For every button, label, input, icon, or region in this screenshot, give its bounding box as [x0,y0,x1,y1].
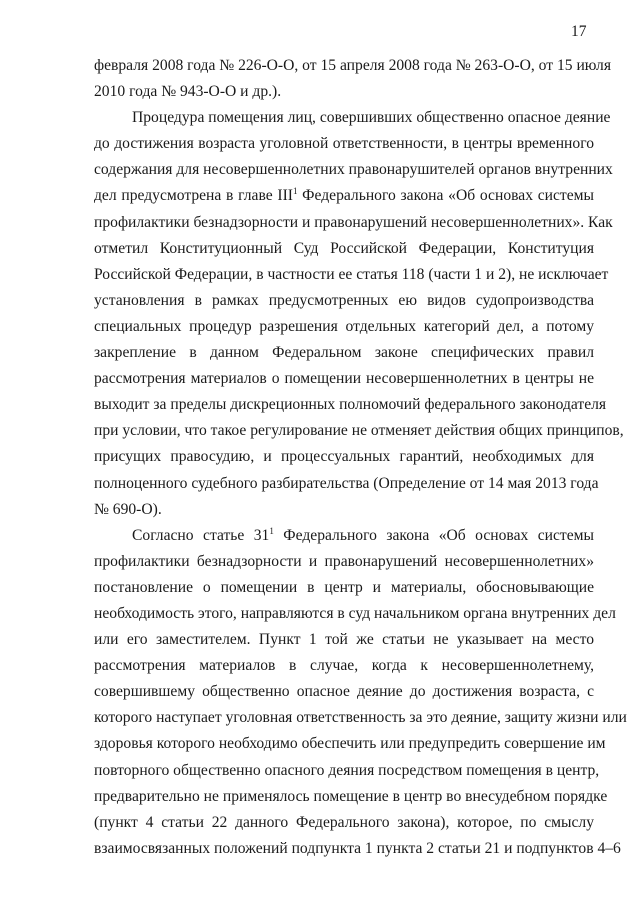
text-line: отметил Конституционный Суд Российской Федерации, Конституция [94,239,594,257]
text-line: взаимосвязанных положений подпункта 1 пункта 2 статьи 21 и подпунктов 4–6 [94,839,621,857]
text-line: специальных процедур разрешения отдельных категорий дел, а потому [94,317,594,335]
text-line: совершившему общественно опасное деяние до достижения возраста, с [94,683,594,701]
text-line: или его заместителем. Пункт 1 той же статьи не указывает на место [94,631,594,649]
text-line: полноценного судебного разбирательства (Определение от 14 мая 2013 года [94,474,599,492]
text-line: до достижения возраста уголовной ответственности, в центры временного [94,135,594,153]
text-line: № 690-О). [94,500,162,518]
text-line: предварительно не применялось помещение в центр во внесудебном порядке [94,787,608,805]
text-line: рассмотрения материалов в случае, когда к несовершеннолетнему, [94,657,594,675]
text-line: повторного общественно опасного деяния посредством помещения в центр, [94,761,600,779]
text-line: выходит за пределы дискреционных полномочий федерального законодателя [94,396,607,414]
text-fragment: Согласно статье 31 [132,526,270,544]
text-fragment: Федерального закона «Об основах системы [297,187,594,205]
text-line: профилактики безнадзорности и правонарушений несовершеннолетних». Как [94,213,613,231]
text-line: при условии, что такое регулирование не отменяет действия общих принципов, [94,422,624,440]
text-line: профилактики безнадзорности и правонарушений несовершеннолетних» [94,552,594,570]
text-line: февраля 2008 года № 226-О-О, от 15 апреля 2008 года № 263-О-О, от 15 июля [94,57,612,74]
superscript: 1 [269,525,274,536]
body-text [94,53,627,862]
text-fragment: Федерального закона «Об основах системы [273,526,595,544]
text-line: закрепление в данном Федеральном законе специфических правил [94,344,594,362]
page-number: 17 [571,23,587,40]
text-line: установления в рамках предусмотренных ею видов судопроизводства [94,291,594,309]
text-line: присущих правосудию, и процессуальных гарантий, необходимых для [94,448,594,466]
text-line [94,183,594,209]
text-line: здоровья которого необходимо обеспечить или предупредить совершение им [94,735,606,753]
text-line [94,523,594,549]
text-line: рассмотрения материалов о помещении несовершеннолетних в центры не [94,370,594,388]
text-line: постановление о помещении в центр и материалы, обосновывающие [94,578,594,596]
text-line: 2010 года № 943-О-О и др.). [94,83,282,101]
text-line: содержания для несовершеннолетних правонарушителей органов внутренних [94,161,613,179]
text-line: которого наступает уголовная ответственность за это деяние, защиту жизни или [94,709,627,727]
text-line: Процедура помещения лиц, совершивших общественно опасное деяние [132,109,611,127]
text-line: Российской Федерации, в частности ее статья 118 (части 1 и 2), не исключает [94,265,609,283]
text-line: необходимость этого, направляются в суд начальником органа внутренних дел [94,604,616,622]
superscript: 1 [292,186,298,197]
text-fragment: дел предусмотрена в главе III [94,187,293,205]
text-line: (пункт 4 статьи 22 данного Федерального закона), которое, по смыслу [94,813,594,831]
